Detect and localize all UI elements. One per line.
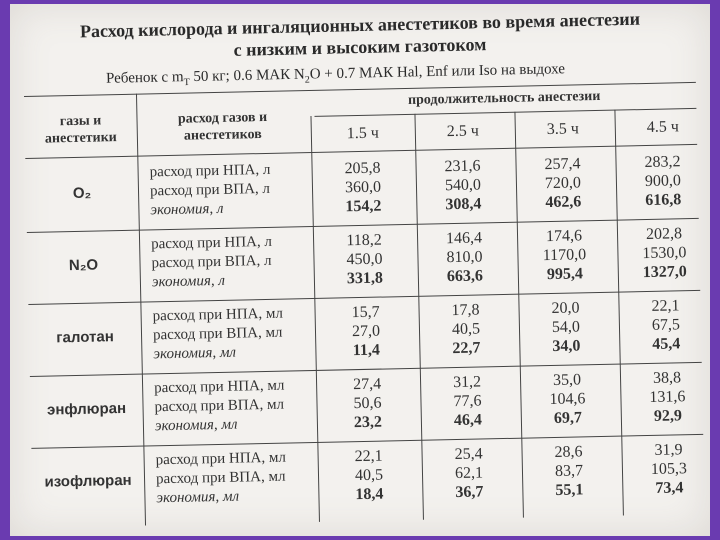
low-flow-value: 174,6 xyxy=(545,227,583,246)
savings-value: 331,8 xyxy=(346,269,384,288)
row-labels xyxy=(152,305,283,365)
value-cell xyxy=(523,442,614,501)
high-flow-label: расход при ВПА, л xyxy=(149,180,271,200)
savings-value: 69,7 xyxy=(553,409,583,427)
page-title-line-2: с низким и высоким газотоком xyxy=(233,34,487,60)
high-flow-value: 54,0 xyxy=(551,318,581,336)
row-gas-name: O₂ xyxy=(72,184,92,202)
value-cell xyxy=(317,158,408,217)
subtitle-sub-t: T xyxy=(183,77,190,89)
value-cell xyxy=(423,444,514,503)
high-flow-value: 27,0 xyxy=(351,322,381,341)
value-cell xyxy=(617,152,708,211)
low-flow-value: 146,4 xyxy=(445,229,483,248)
low-flow-value: 35,0 xyxy=(552,371,582,389)
high-flow-value: 104,6 xyxy=(549,390,586,409)
subtitle-pre: Ребенок с m xyxy=(105,69,184,87)
value-cell xyxy=(619,224,710,283)
savings-value: 45,4 xyxy=(652,335,681,353)
savings-value: 22,7 xyxy=(452,339,481,358)
value-cell xyxy=(622,368,710,427)
low-flow-value: 231,6 xyxy=(444,157,481,176)
row-gas-name: изофлюран xyxy=(44,471,132,491)
low-flow-value: 25,4 xyxy=(454,445,483,464)
high-flow-value: 105,3 xyxy=(650,460,688,478)
low-flow-label: расход при НПА, мл xyxy=(153,377,285,397)
low-flow-label: расход при НПА, л xyxy=(149,161,271,181)
savings-value: 92,9 xyxy=(653,407,683,425)
value-cell xyxy=(417,156,508,215)
value-cell xyxy=(519,226,610,285)
low-flow-value: 31,2 xyxy=(452,373,482,392)
low-flow-value: 257,4 xyxy=(544,155,581,174)
savings-value: 23,2 xyxy=(353,413,383,432)
row-gas-name: галотан xyxy=(56,328,114,347)
row-gas-name: N₂O xyxy=(68,256,99,275)
savings-value: 73,4 xyxy=(655,479,684,497)
value-cell xyxy=(517,154,608,213)
savings-value: 36,7 xyxy=(455,483,484,502)
duration-header: 2.5 ч xyxy=(446,122,480,141)
col-header-duration: продолжительность анестезии xyxy=(407,88,601,108)
duration-header: 4.5 ч xyxy=(646,118,679,136)
high-flow-label: расход при ВПА, мл xyxy=(155,468,286,488)
low-flow-value: 205,8 xyxy=(344,159,381,178)
high-flow-label: расход при ВПА, мл xyxy=(154,396,285,416)
savings-value: 462,6 xyxy=(545,193,582,212)
low-flow-value: 31,9 xyxy=(654,441,683,459)
savings-value: 46,4 xyxy=(453,411,483,430)
col-header-consumption: расход газов и анестетиков xyxy=(177,109,268,144)
savings-value: 616,8 xyxy=(645,191,682,210)
subtitle-mid: 50 кг; 0.6 МАК N xyxy=(189,66,305,86)
value-cell xyxy=(419,228,510,287)
savings-value: 995,4 xyxy=(546,265,584,284)
low-flow-value: 118,2 xyxy=(346,231,382,250)
row-labels xyxy=(149,161,271,221)
row-gas-name: энфлюран xyxy=(46,399,127,419)
low-flow-value: 17,8 xyxy=(451,301,480,320)
value-cell xyxy=(323,446,414,505)
low-flow-value: 27,4 xyxy=(352,375,382,394)
value-cell xyxy=(322,374,413,433)
duration-header: 1.5 ч xyxy=(346,124,380,143)
slide-page xyxy=(10,4,710,536)
high-flow-value: 900,0 xyxy=(644,172,682,191)
savings-value: 663,6 xyxy=(446,267,484,286)
high-flow-value: 40,5 xyxy=(451,320,481,339)
high-flow-value: 810,0 xyxy=(446,248,483,267)
high-flow-value: 1170,0 xyxy=(542,246,587,265)
low-flow-value: 20,0 xyxy=(551,299,580,317)
value-cell xyxy=(520,298,611,357)
savings-value: 1327,0 xyxy=(642,263,688,282)
page-title-line-1: Расход кислорода и ингаляционных анестетиков во время анестезии xyxy=(79,8,641,42)
high-flow-value: 50,6 xyxy=(353,394,382,413)
savings-label: экономия, л xyxy=(151,272,226,291)
value-cell xyxy=(623,440,710,499)
savings-label: экономия, мл xyxy=(156,488,240,507)
value-cell xyxy=(319,230,410,289)
low-flow-label: расход при НПА, л xyxy=(150,233,273,253)
savings-value: 11,4 xyxy=(352,341,381,360)
low-flow-value: 202,8 xyxy=(645,225,683,244)
high-flow-value: 77,6 xyxy=(453,392,482,411)
low-flow-label: расход при НПА, мл xyxy=(155,449,287,469)
savings-value: 55,1 xyxy=(555,481,584,499)
low-flow-value: 15,7 xyxy=(351,303,380,322)
data-table xyxy=(24,82,710,536)
col-header-gases: газы и анестетики xyxy=(44,113,117,147)
high-flow-value: 720,0 xyxy=(544,174,582,193)
high-flow-value: 40,5 xyxy=(354,466,384,485)
high-flow-value: 540,0 xyxy=(444,176,482,195)
row-labels xyxy=(155,449,286,509)
savings-label: экономия, мл xyxy=(153,344,237,363)
low-flow-value: 22,1 xyxy=(354,447,383,466)
subtitle-post: O + 0.7 МАК Hal, Enf или Iso на выдохе xyxy=(309,61,566,83)
value-cell xyxy=(422,372,513,431)
subtitle-sub-2: 2 xyxy=(304,74,310,86)
savings-value: 18,4 xyxy=(355,485,384,504)
savings-label: экономия, мл xyxy=(154,416,238,435)
low-flow-label: расход при НПА, мл xyxy=(152,305,284,325)
savings-value: 308,4 xyxy=(445,195,482,214)
high-flow-value: 450,0 xyxy=(346,250,383,269)
high-flow-value: 83,7 xyxy=(554,462,584,480)
high-flow-value: 1530,0 xyxy=(642,244,687,263)
savings-label: экономия, л xyxy=(150,200,224,219)
high-flow-value: 67,5 xyxy=(651,316,681,334)
row-labels xyxy=(151,233,273,293)
low-flow-value: 38,8 xyxy=(652,369,682,387)
low-flow-value: 22,1 xyxy=(651,297,680,315)
table-col-divider-1 xyxy=(136,94,146,526)
low-flow-value: 283,2 xyxy=(644,153,681,172)
value-cell xyxy=(420,300,511,359)
value-cell xyxy=(320,302,411,361)
value-cell xyxy=(620,296,710,355)
high-flow-value: 360,0 xyxy=(344,178,382,197)
high-flow-label: расход при ВПА, л xyxy=(151,252,272,272)
high-flow-value: 131,6 xyxy=(649,388,686,406)
row-labels xyxy=(154,377,285,437)
low-flow-value: 28,6 xyxy=(554,443,583,461)
high-flow-label: расход при ВПА, мл xyxy=(152,324,283,344)
value-cell xyxy=(522,370,613,429)
savings-value: 154,2 xyxy=(345,197,382,216)
duration-header: 3.5 ч xyxy=(546,120,580,139)
high-flow-value: 62,1 xyxy=(454,464,484,483)
savings-value: 34,0 xyxy=(552,337,581,355)
